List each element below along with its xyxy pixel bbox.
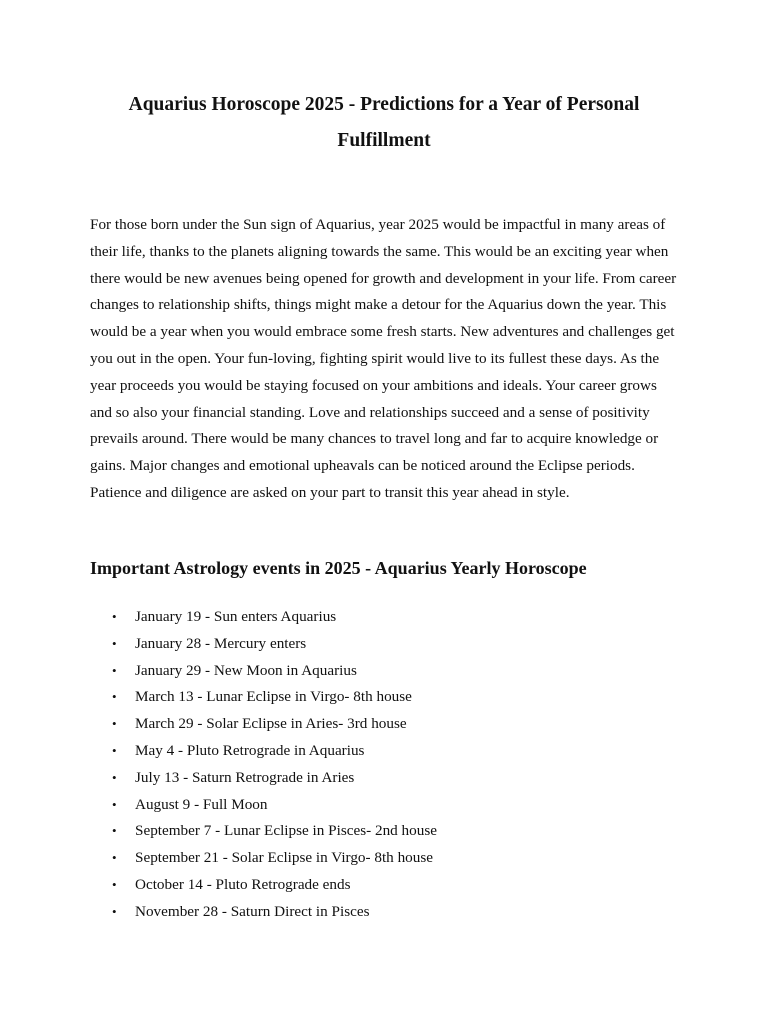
bullet-icon: • <box>112 635 117 651</box>
list-item <box>90 872 690 899</box>
intro-paragraph: For those born under the Sun sign of Aquarius, year 2025 would be impactful in many areas of their life, thanks to the planets aligning towards the same. This would be an exciting year when there would be new avenues being opened for growth and development in your life. From career changes to relationship shifts, things might make a detour for the Aquarius down the year. This would be a year when you would embrace some fresh starts. New adventures and challenges get you out in the open. Your fun-loving, fighting spirit would live to its fullest these days. As the year proceeds you would be staying focused on your ambitions and ideals. Your career grows and so also your financial standing. Love and relationships succeed and a sense of positivity prevails around. There would be many chances to travel long and far to acquire knowledge or gains. Major changes and emotional upheavals can be noticed around the Eclipse periods. Patience and diligence are asked on your part to transit this year ahead in style. <box>90 216 677 501</box>
list-item <box>90 845 690 872</box>
bullet-icon: • <box>112 876 117 892</box>
list-item <box>90 899 690 926</box>
event-text: July 13 - Saturn Retrograde in Aries <box>135 768 355 786</box>
event-text: May 4 - Pluto Retrograde in Aquarius <box>135 741 365 759</box>
event-text: January 28 - Mercury enters <box>135 634 307 652</box>
bullet-icon: • <box>112 662 117 678</box>
event-text: November 28 - Saturn Direct in Pisces <box>135 902 370 920</box>
bullet-icon: • <box>112 796 117 812</box>
bullet-icon: • <box>112 903 117 919</box>
list-item <box>90 711 690 738</box>
events-list <box>90 604 690 926</box>
list-item <box>90 658 690 685</box>
bullet-icon: • <box>112 689 117 705</box>
bullet-icon: • <box>112 742 117 758</box>
list-item <box>90 818 690 845</box>
list-item <box>90 631 690 658</box>
event-text: September 21 - Solar Eclipse in Virgo- 8th house <box>135 849 434 867</box>
event-text: January 29 - New Moon in Aquarius <box>135 661 357 679</box>
list-item <box>90 604 690 631</box>
list-item <box>90 792 690 819</box>
event-text: March 13 - Lunar Eclipse in Virgo- 8th house <box>135 688 412 706</box>
bullet-icon: • <box>112 769 117 785</box>
section-heading: Important Astrology events in 2025 - Aquarius Yearly Horoscope <box>90 558 587 578</box>
event-text: September 7 - Lunar Eclipse in Pisces- 2nd house <box>135 822 437 840</box>
bullet-icon: • <box>112 850 117 866</box>
bullet-icon: • <box>112 823 117 839</box>
event-text: October 14 - Pluto Retrograde ends <box>135 875 351 893</box>
document-title: Aquarius Horoscope 2025 - Predictions for a Year of Personal Fulfillment <box>128 94 640 151</box>
bullet-icon: • <box>112 609 117 624</box>
event-text: March 29 - Solar Eclipse in Aries- 3rd house <box>135 715 407 733</box>
list-item <box>90 738 690 765</box>
event-text: January 19 - Sun enters Aquarius <box>135 608 337 625</box>
list-item <box>90 765 690 792</box>
bullet-icon: • <box>112 716 117 732</box>
event-text: August 9 - Full Moon <box>135 795 268 813</box>
list-item <box>90 684 690 711</box>
